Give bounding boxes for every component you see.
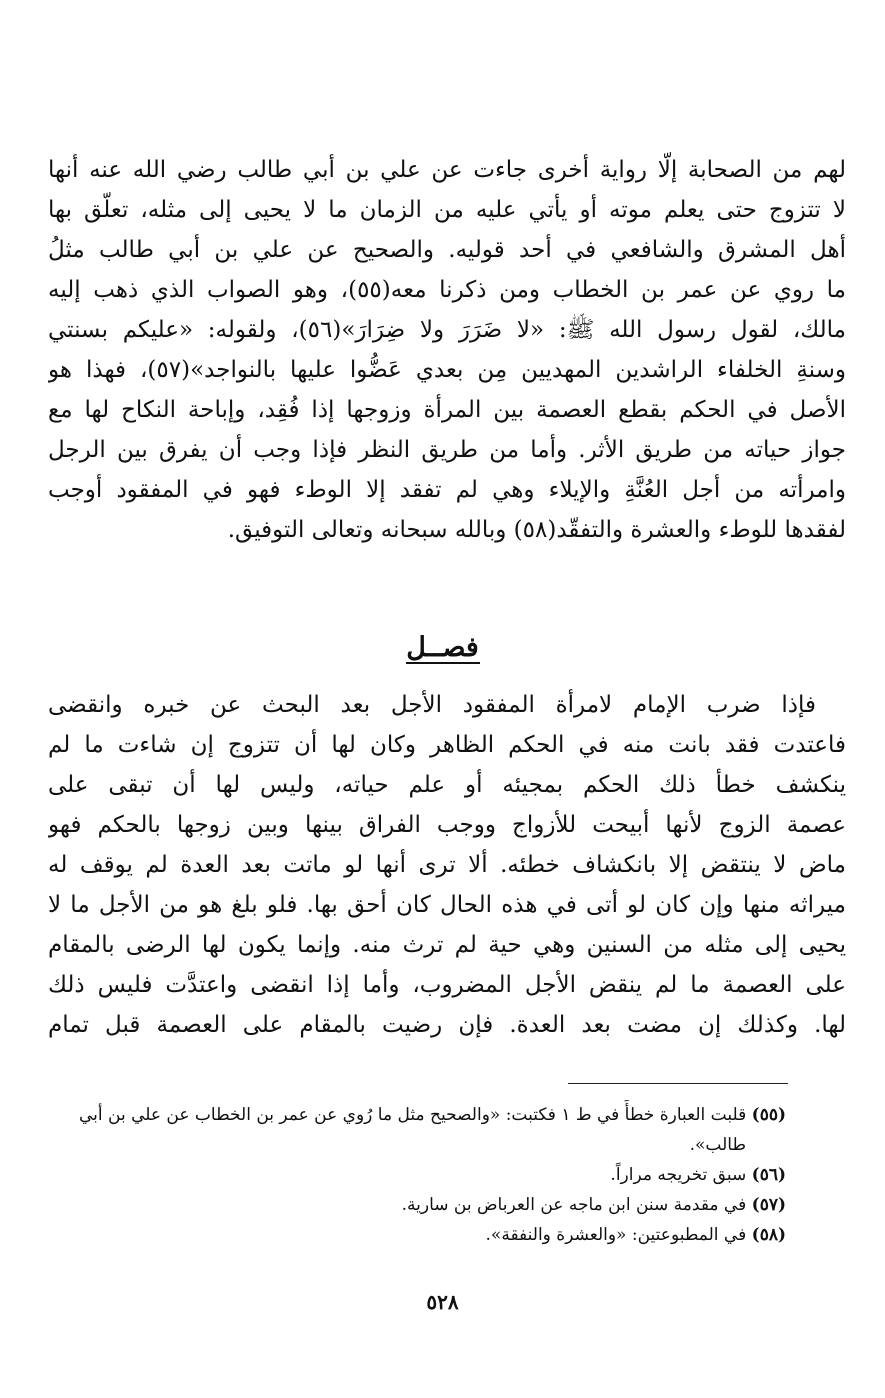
text-line: لها. وكذلك إن مضت بعد العدة. فإن رضيت بالمقام على العصمة قبل تمام (48, 1012, 846, 1038)
footnote-56 (60, 1160, 786, 1190)
section-heading (0, 628, 885, 664)
text-line: لا تتزوج حتى يعلم موته أو يأتي عليه من الزمان ما لا يحيى إلى مثله، تعلّق بها (48, 197, 846, 223)
footnote-number: (٥٥) (751, 1105, 786, 1125)
footnote-text: في مقدمة سنن ابن ماجه عن العرباض بن سارية. (401, 1195, 747, 1215)
footnote-text: قلبت العبارة خطأً في ط ١ فكتبت: «والصحيح مثل ما رُوي عن عمر بن الخطاب عن علي بن أبي (78, 1105, 747, 1125)
text-line: ميراثه منها وإن كان لو أتى في هذه الحال كان أحق بها. فلو بلغ هو من الأجل ما لا (48, 892, 846, 918)
paragraph-1 (48, 150, 846, 550)
section-heading-text: فصــل (406, 632, 479, 663)
page-number: ٥٢٨ (426, 1290, 459, 1314)
text-line: ما روي عن عمر بن الخطاب ومن ذكرنا معه(٥٥)، وهو الصواب الذي ذهب إليه (48, 277, 846, 303)
text-line: على العصمة ما لم ينقض الأجل المضروب، وأما إذا انقضى واعتدَّت فليس ذلك (48, 972, 846, 998)
paragraph-2 (48, 685, 846, 1045)
footnote-text: في المطبوعتين: «والعشرة والنفقة». (485, 1225, 747, 1245)
text-line: فاعتدت فقد بانت منه في الحكم الظاهر وكان لها أن تتزوج إن شاءت ما لم (48, 732, 846, 758)
text-line: ينكشف خطأ ذلك الحكم بمجيئه أو علم حياته، وليس لها أن تبقى على (48, 772, 846, 798)
footnotes (60, 1100, 786, 1250)
text-line: أهل المشرق والشافعي في أحد قوليه. والصحيح عن علي بن أبي طالب مثلُ (48, 237, 846, 263)
footnote-55 (60, 1100, 786, 1130)
text-line: لهم من الصحابة إلّا رواية أخرى جاءت عن علي بن أبي طالب رضي الله عنه أنها (48, 157, 846, 183)
text-line: عصمة الزوج لأنها أبيحت للأزواج ووجب الفراق بينها وبين زوجها بالحكم فهو (48, 812, 846, 838)
footnote-number: (٥٧) (751, 1195, 786, 1215)
text-line: ماض لا ينتقض إلا بانكشاف خطئه. ألا ترى أنها لو ماتت بعد العدة لم يوقف له (48, 852, 846, 878)
text-line: الأصل في الحكم بقطع العصمة بين المرأة وزوجها إذا فُقِد، وإباحة النكاح لها مع (48, 397, 846, 423)
text-line: جواز حياته من طريق الأثر. وأما من طريق النظر فإذا وجب أن يفرق بين الرجل (48, 437, 846, 463)
footnote-58 (60, 1220, 786, 1250)
text-line: وسنةِ الخلفاء الراشدين المهديين مِن بعدي عَضُّوا عليها بالنواجد»(٥٧)، فهذا هو (48, 357, 846, 383)
footnote-number: (٥٦) (751, 1165, 786, 1185)
text-line: يحيى إلى مثله من السنين وهي حية لم ترث منه. وإنما يكون لها الرضى بالمقام (48, 932, 846, 958)
footnote-divider (568, 1083, 788, 1084)
footnote-57 (60, 1190, 786, 1220)
footnote-number: (٥٨) (751, 1225, 786, 1245)
footnote-text: سبق تخريجه مراراً. (610, 1165, 747, 1185)
text-line: مالك، لقول رسول الله ﷺ: «لا ضَرَرَ ولا ضِرَارَ»(٥٦)، ولقوله: «عليكم بسنتي (48, 317, 846, 343)
text-line: فإذا ضرب الإمام لامرأة المفقود الأجل بعد البحث عن خبره وانقضى (48, 692, 816, 718)
footnote-text: طالب». (689, 1135, 746, 1155)
text-line: وامرأته من أجل العُنَّةِ والإيلاء وهي لم تفقد إلا الوطء فهو في المفقود أوجب (48, 477, 846, 503)
text-line: لفقدها للوطء والعشرة والتفقّد(٥٨) وبالله سبحانه وتعالى التوفيق. (227, 517, 846, 543)
footnote-55-continuation (60, 1130, 786, 1160)
